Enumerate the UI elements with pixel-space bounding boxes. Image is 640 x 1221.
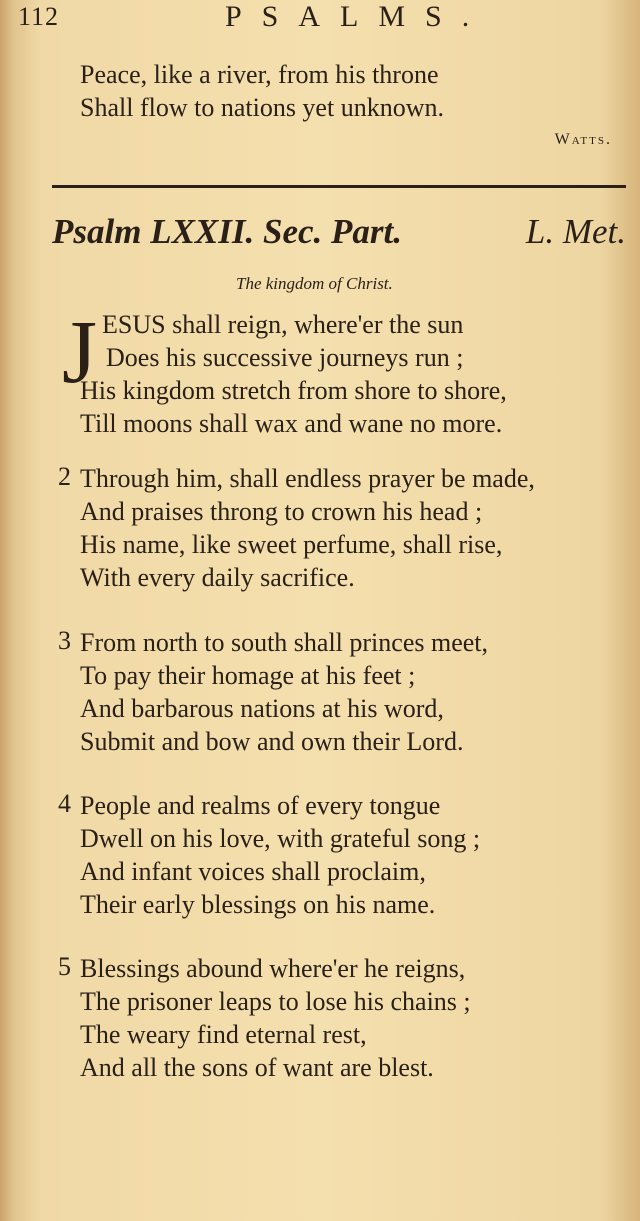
stanza-1 [80,308,507,440]
stanza-number: 4 [58,789,71,818]
psalm-subtitle: The kingdom of Christ. [236,274,393,293]
verse-line: Blessings abound where'er he reigns, [80,954,466,983]
running-title: PSALMS. [225,0,490,33]
verse-line: Does his successive journeys run ; [106,343,464,372]
page-number: 112 [18,2,60,31]
stanza-2 [58,462,535,594]
previous-hymn-ending [80,58,444,124]
verse-line: People and realms of every tongue [80,791,441,820]
verse-line: Peace, like a river, from his throne [80,60,439,89]
verse-line: And all the sons of want are blest. [80,1053,434,1082]
psalm-title: Psalm LXXII. Sec. Part. [52,212,403,251]
section-divider [52,185,626,188]
stanza-number: 2 [58,462,71,491]
psalm-meter: L. Met. [525,212,626,251]
verse-line: Their early blessings on his name. [80,890,436,919]
verse-line: The prisoner leaps to lose his chains ; [80,987,471,1016]
verse-line: And infant voices shall proclaim, [80,857,426,886]
verse-line: With every daily sacrifice. [80,563,355,592]
verse-line: Through him, shall endless prayer be made, [80,464,535,493]
stanza-5 [58,952,471,1084]
verse-line: Submit and bow and own their Lord. [80,727,464,756]
psalm-heading [52,212,632,252]
running-head [0,0,640,40]
stanza-4 [58,789,481,921]
verse-line: The weary find eternal rest, [80,1020,367,1049]
verse-line: And praises throng to crown his head ; [80,497,483,526]
hymn-author: Watts. [554,131,612,148]
verse-line: And barbarous nations at his word, [80,694,444,723]
verse-line: Till moons shall wax and wane no more. [80,409,503,438]
stanza-number: 3 [58,626,71,655]
drop-cap: J [62,303,98,402]
verse-line: From north to south shall princes meet, [80,628,489,657]
verse-line: His kingdom stretch from shore to shore, [80,376,507,405]
verse-line: Dwell on his love, with grateful song ; [80,824,481,853]
verse-line: ESUS shall reign, where'er the sun [102,310,464,339]
verse-line: To pay their homage at his feet ; [80,661,416,690]
stanza-number: 5 [58,952,71,981]
stanza-3 [58,626,489,758]
verse-line: His name, like sweet perfume, shall rise, [80,530,503,559]
verse-line: Shall flow to nations yet unknown. [80,93,444,122]
